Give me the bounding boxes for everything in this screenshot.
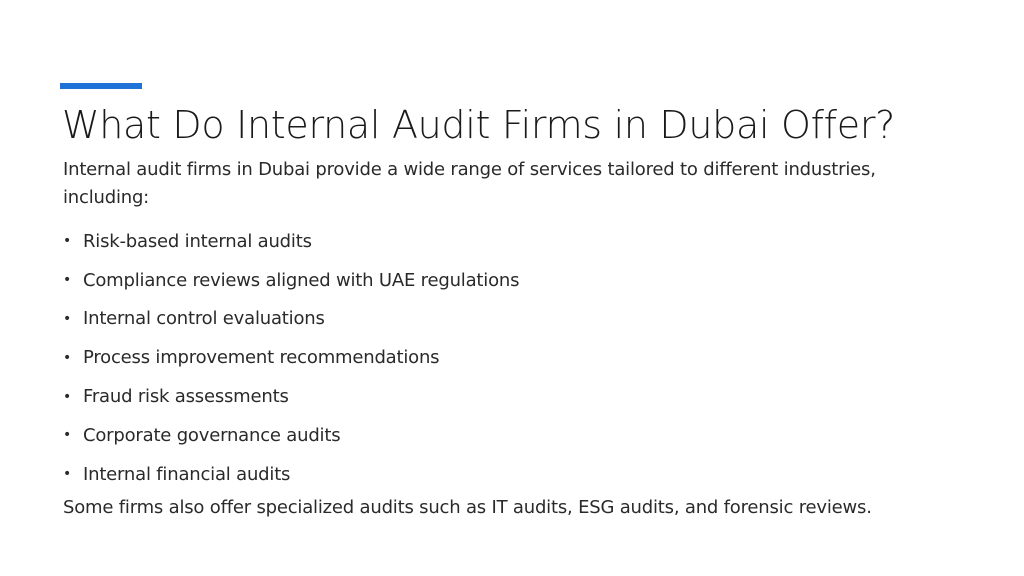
list-item-text: Internal financial audits [83, 463, 291, 485]
title-accent-bar [60, 83, 142, 89]
list-item [63, 300, 519, 339]
list-item [63, 222, 519, 261]
bullet-icon: • [63, 349, 72, 366]
services-list [63, 222, 519, 494]
intro-paragraph: Internal audit firms in Dubai provide a wide range of services tailored to different industries, including: [63, 159, 876, 208]
list-item [63, 261, 519, 300]
list-item [63, 455, 519, 494]
closing-paragraph: Some firms also offer specialized audits such as IT audits, ESG audits, and forensic reviews. [63, 497, 872, 518]
bullet-icon: • [63, 388, 72, 405]
bullet-icon: • [63, 427, 72, 444]
list-item-text: Compliance reviews aligned with UAE regulations [83, 269, 520, 291]
list-item-text: Corporate governance audits [83, 424, 341, 446]
bullet-icon: • [63, 466, 72, 483]
bullet-icon: • [63, 233, 72, 250]
list-item-text: Fraud risk assessments [83, 386, 289, 408]
list-item [63, 416, 519, 455]
slide-title: What Do Internal Audit Firms in Dubai Offer? [62, 103, 896, 147]
list-item-text: Internal control evaluations [83, 308, 325, 330]
list-item [63, 338, 519, 377]
list-item-text: Risk-based internal audits [83, 230, 312, 252]
bullet-icon: • [63, 272, 72, 289]
list-item [63, 377, 519, 416]
list-item-text: Process improvement recommendations [83, 347, 440, 369]
bullet-icon: • [63, 310, 72, 327]
